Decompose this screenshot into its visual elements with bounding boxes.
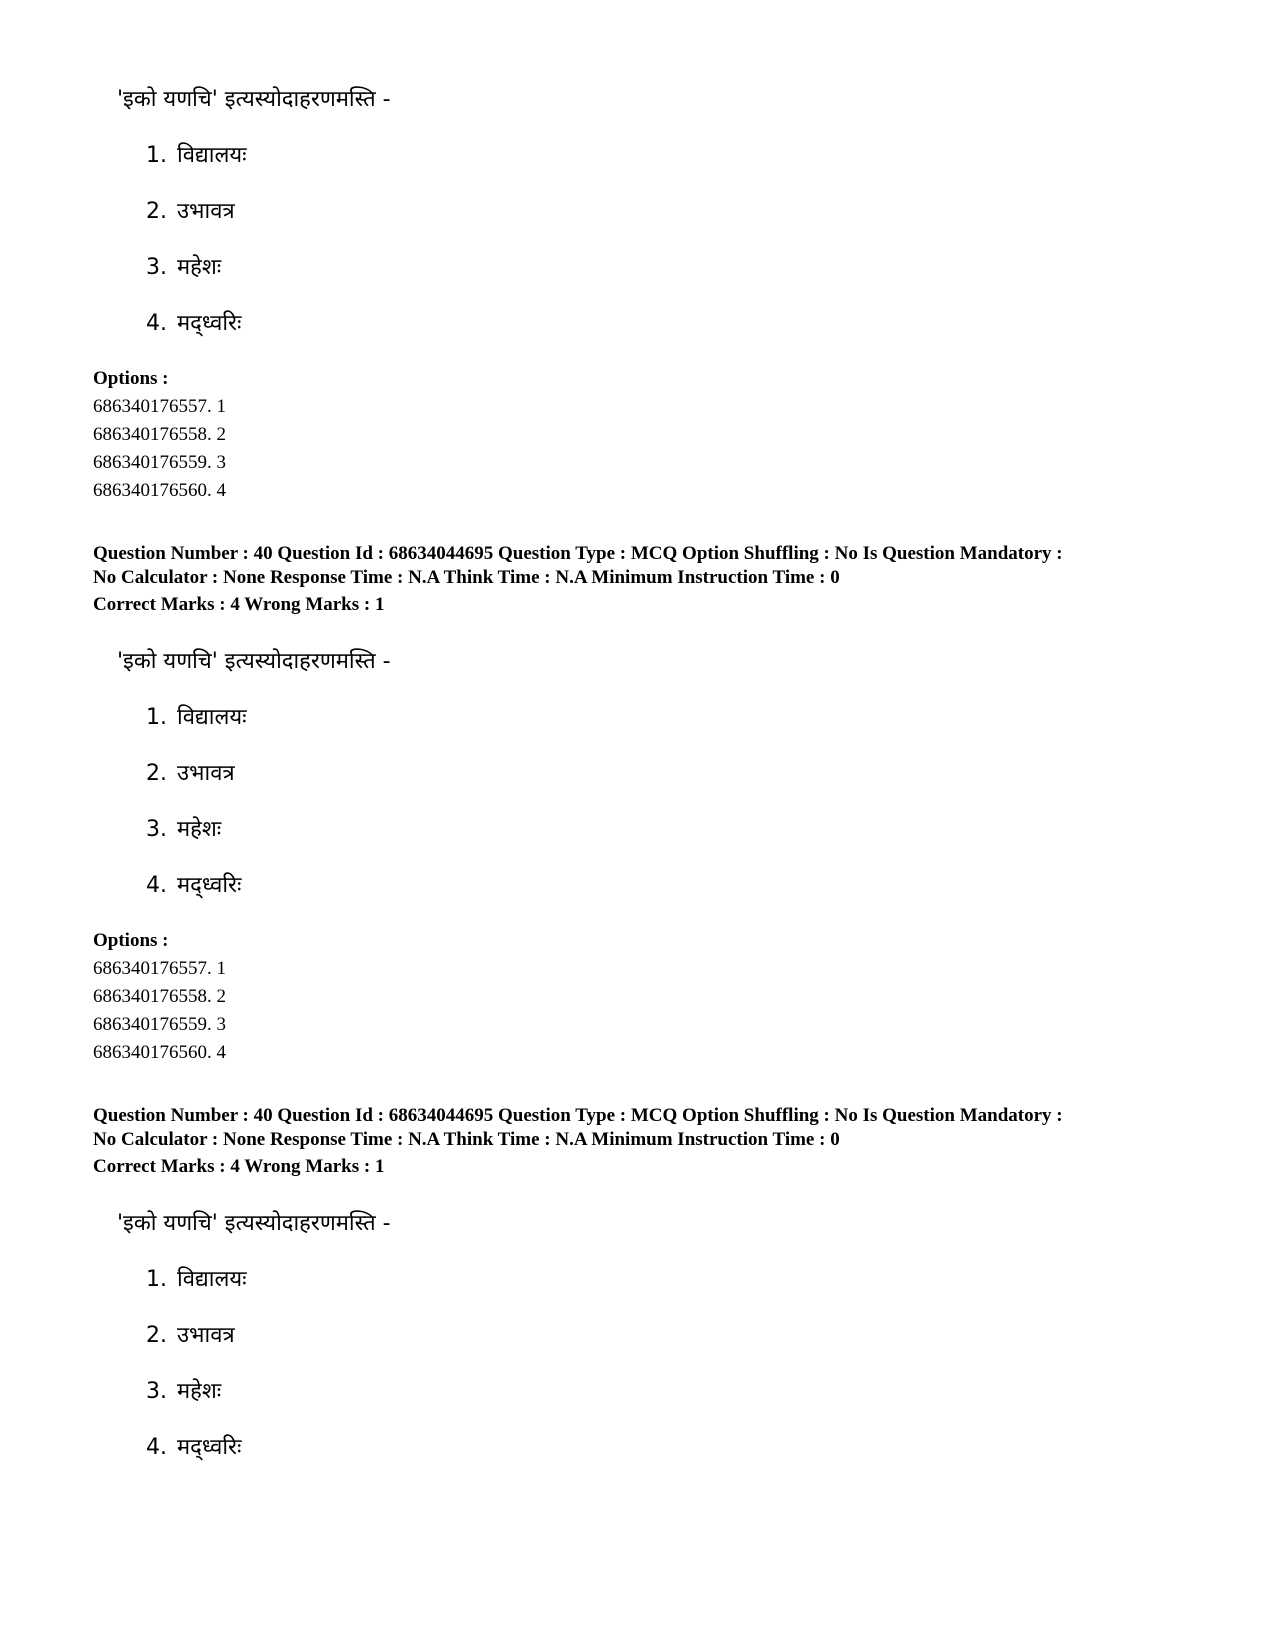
choice-text: महेशः [177,817,222,842]
choice-number: 1. [146,143,167,168]
option-id-row: 686340176560. 4 [93,1042,226,1063]
question-meta [93,1104,1213,1152]
options-label: Options : [93,930,169,951]
option-id-row: 686340176558. 2 [93,986,226,1007]
choice-2 [146,198,235,226]
choice-3 [146,254,221,282]
choice-1 [146,704,247,732]
option-id-row: 686340176558. 2 [93,424,226,445]
question-meta-line-2: No Calculator : None Response Time : N.A Think Time : N.A Minimum Instruction Time : 0 [93,1129,840,1150]
question-meta-line-1: Question Number : 40 Question Id : 68634044695 Question Type : MCQ Option Shuffling : No Is Question Mandatory : [93,1105,1063,1126]
option-id-row: 686340176559. 3 [93,452,226,473]
choice-3 [146,816,221,844]
choice-text: उभावत्र [177,199,235,224]
question-text: 'इको यणचि' इत्यस्योदाहरणमस्ति - [117,1211,391,1236]
choice-number: 2. [146,1323,167,1348]
option-id-row: 686340176557. 1 [93,958,226,979]
choice-number: 4. [146,311,167,336]
choice-number: 3. [146,1379,167,1404]
choice-text: उभावत्र [177,1323,235,1348]
option-id-row: 686340176559. 3 [93,1014,226,1035]
choice-number: 2. [146,199,167,224]
options-label: Options : [93,368,169,389]
choice-1 [146,142,247,170]
choice-4 [146,872,241,900]
choice-text: उभावत्र [177,761,235,786]
choice-text: मद्ध्वरिः [177,1435,242,1460]
choice-number: 4. [146,1435,167,1460]
choice-1 [146,1266,247,1294]
choice-text: विद्यालयः [177,143,247,168]
choice-text: मद्ध्वरिः [177,311,242,336]
choice-number: 2. [146,761,167,786]
choice-text: महेशः [177,1379,222,1404]
choice-text: विद्यालयः [177,705,247,730]
question-meta [93,542,1213,590]
choice-4 [146,310,241,338]
question-meta-line-2: No Calculator : None Response Time : N.A Think Time : N.A Minimum Instruction Time : 0 [93,567,840,588]
choice-text: महेशः [177,255,222,280]
choice-number: 1. [146,705,167,730]
option-id-row: 686340176560. 4 [93,480,226,501]
question-text: 'इको यणचि' इत्यस्योदाहरणमस्ति - [117,649,391,674]
choice-number: 3. [146,255,167,280]
question-text: 'इको यणचि' इत्यस्योदाहरणमस्ति - [117,87,391,112]
option-id-row: 686340176557. 1 [93,396,226,417]
marks-line: Correct Marks : 4 Wrong Marks : 1 [93,1156,385,1177]
choice-text: विद्यालयः [177,1267,247,1292]
choice-4 [146,1434,241,1462]
question-meta-line-1: Question Number : 40 Question Id : 68634044695 Question Type : MCQ Option Shuffling : No Is Question Mandatory : [93,543,1063,564]
choice-2 [146,760,235,788]
choice-3 [146,1378,221,1406]
choice-number: 1. [146,1267,167,1292]
choice-2 [146,1322,235,1350]
choice-number: 3. [146,817,167,842]
choice-text: मद्ध्वरिः [177,873,242,898]
marks-line: Correct Marks : 4 Wrong Marks : 1 [93,594,385,615]
choice-number: 4. [146,873,167,898]
